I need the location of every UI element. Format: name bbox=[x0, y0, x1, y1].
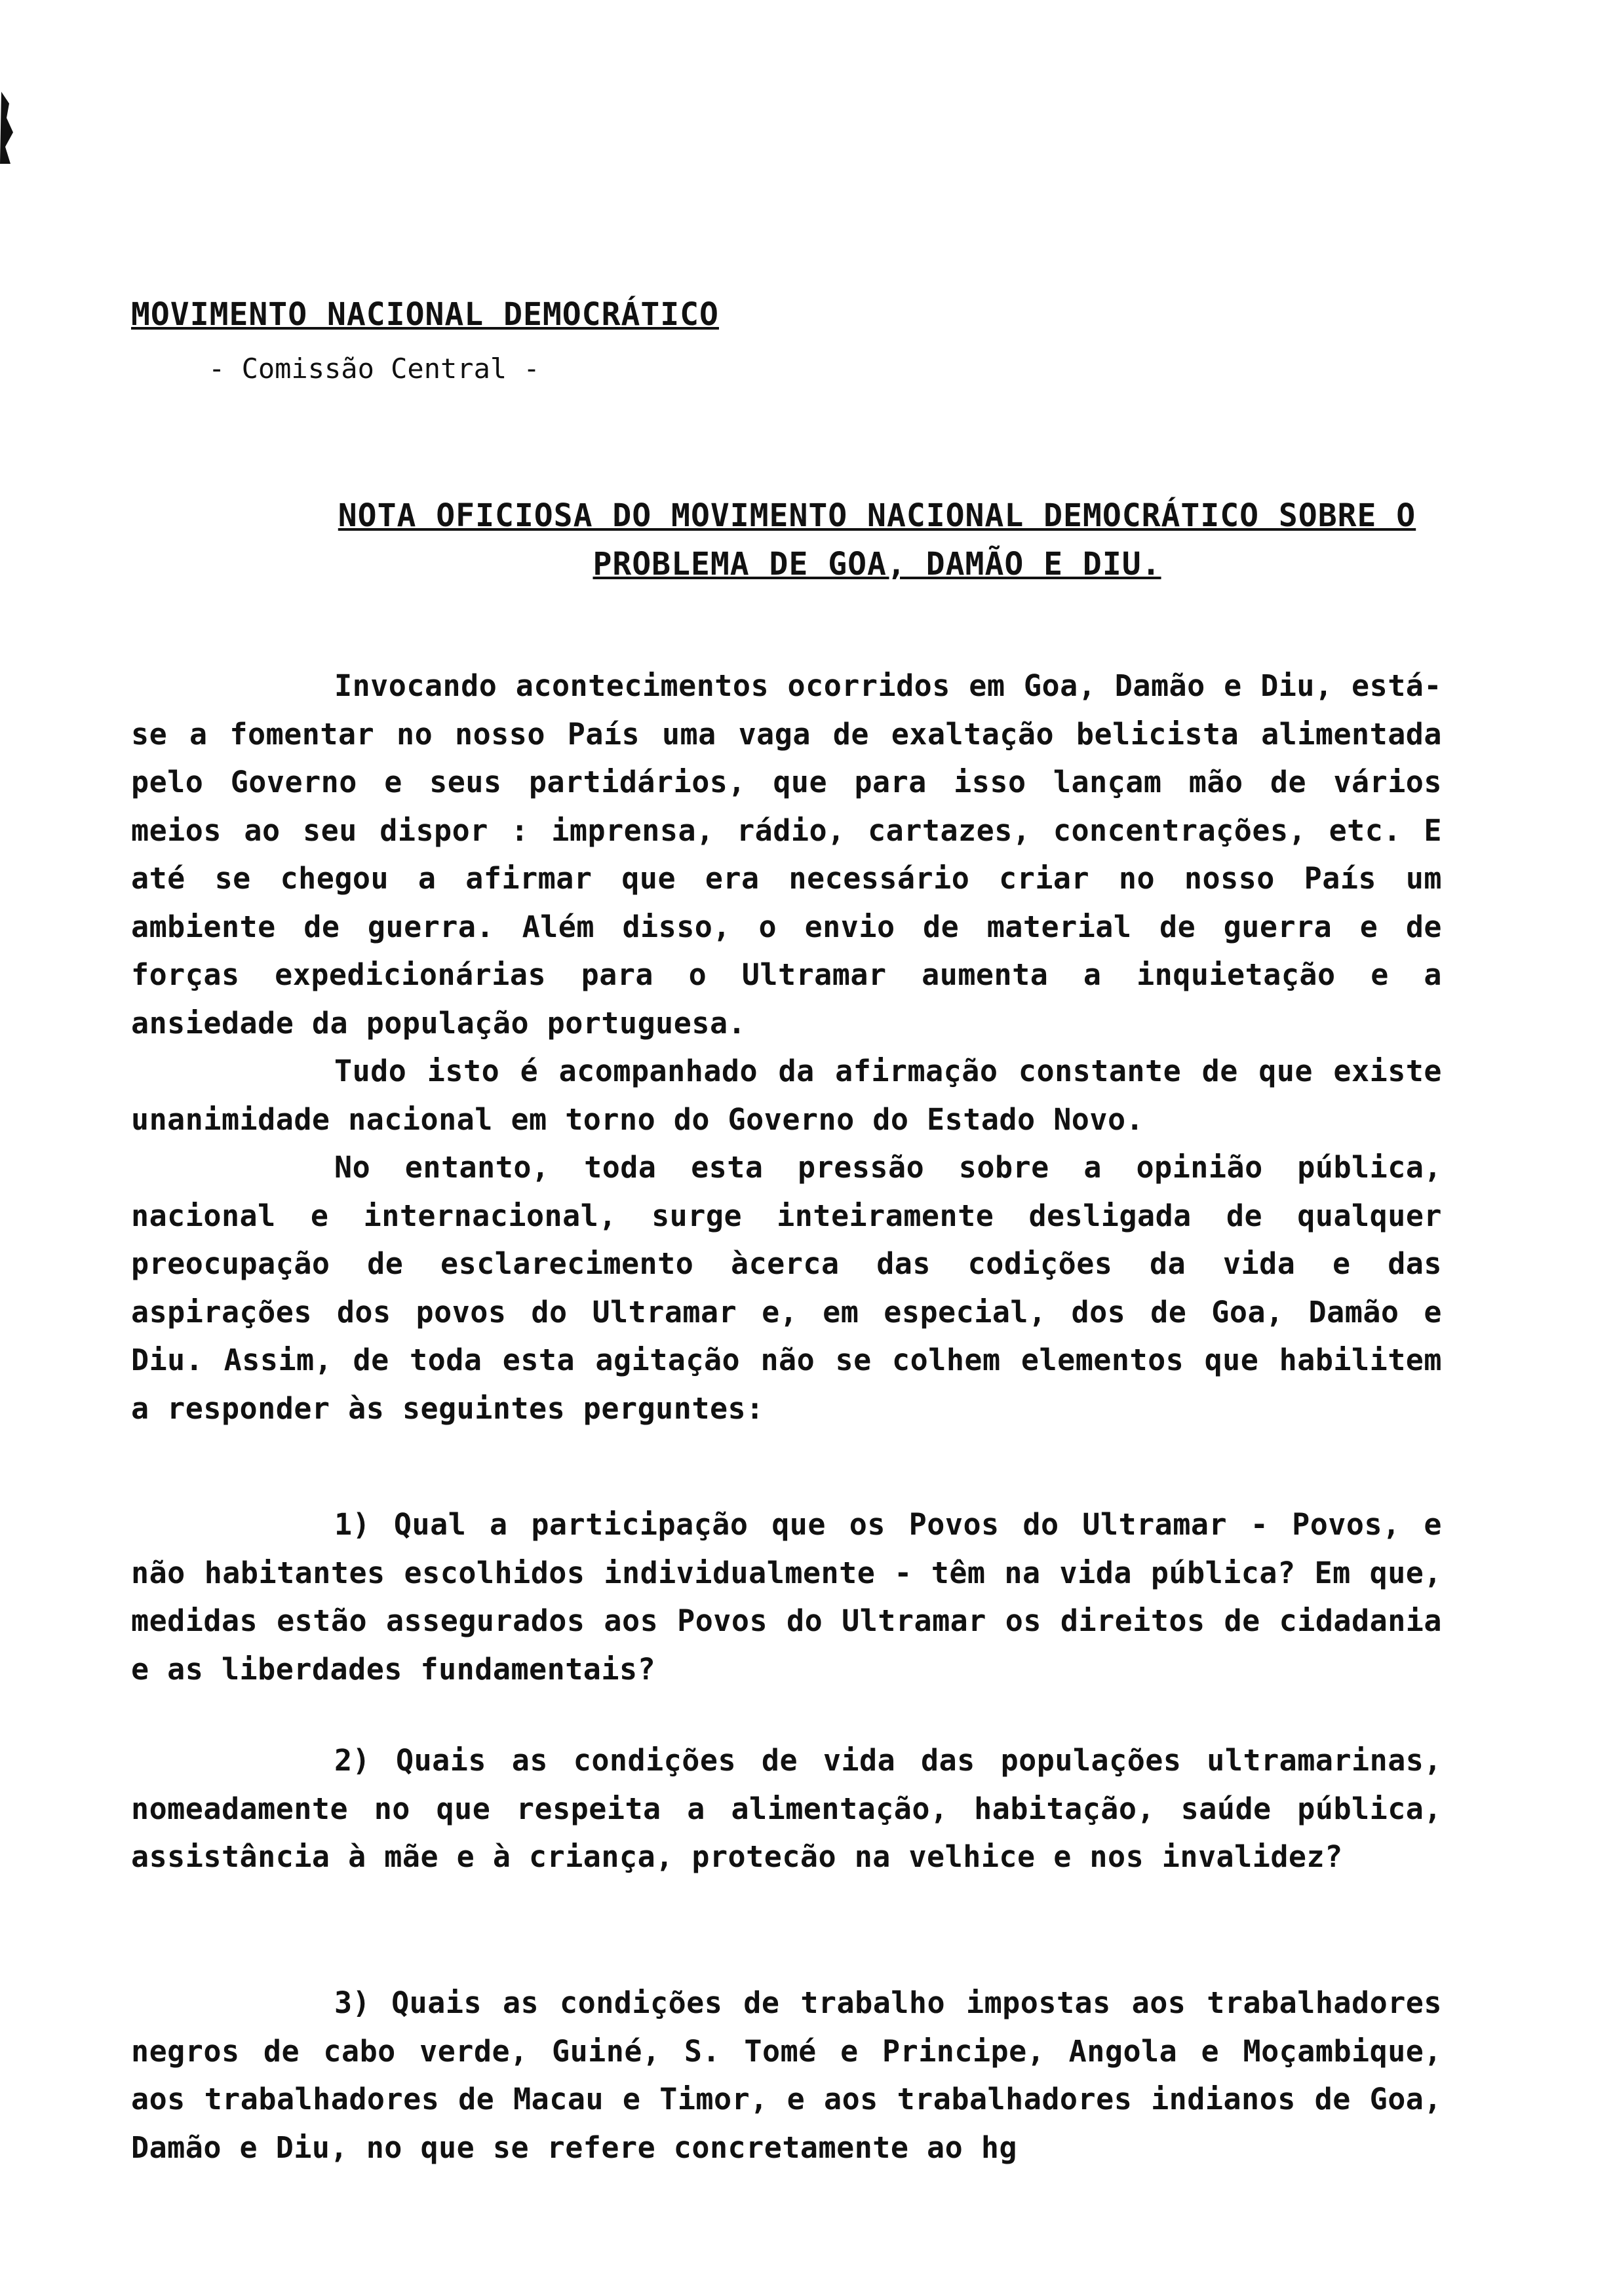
paragraph: Invocando acontecimentos ocorridos em Goa, Damão e Diu, está-se a fomentar no nosso País uma vaga de exaltação belicista alimentada pelo Governo e seus partidários, que para isso lançam mão de vários meios ao seu dispor : imprensa, rádio, cartazes, concentrações, etc. E até se chegou a afirmar que era necessário criar no nosso País um ambiente de guerra. Além disso, o envio de material de guerra e de forças expedicionárias para o Ultramar aumenta a inquietação e a ansiedade da população portuguesa. bbox=[131, 668, 1442, 1041]
paragraph: No entanto, toda esta pressão sobre a opinião pública, nacional e internacional, surge inteiramente desligada de qualquer preocupação de esclarecimento àcerca das codições da vida e das aspirações dos povos do Ultramar e, em especial, dos de Goa, Damão e Diu. Assim, de toda esta agitação não se colhem elementos que habilitem a responder às seguintes perguntes: bbox=[131, 1150, 1442, 1426]
question-1 bbox=[131, 1501, 1442, 1693]
question-text: 2) Quais as condições de vida das populações ultramarinas, nomeadamente no que respeita a alimentação, habitação, saúde pública, assistância à mãe e à criança, protecão na velhice e nos invalidez? bbox=[131, 1743, 1442, 1874]
document-title: NOTA OFICIOSA DO MOVIMENTO NACIONAL DEMOCRÁTICO SOBRE O PROBLEMA DE GOA, DAMÃO E DIU. bbox=[338, 497, 1416, 583]
question-2 bbox=[131, 1736, 1442, 1881]
paragraph: Tudo isto é acompanhado da afirmação constante de que existe unanimidade nacional em torno do Governo do Estado Novo. bbox=[131, 1054, 1442, 1137]
question-text: 1) Qual a participação que os Povos do Ultramar - Povos, e não habitantes escolhidos individualmente - têm na vida pública? Em que, medidas estão assegurados aos Povos do Ultramar os direitos de cidadania e as liberdades fundamentais? bbox=[131, 1507, 1442, 1687]
question-3 bbox=[131, 1979, 1442, 2172]
organization-subtitle: - Comissão Central - bbox=[208, 353, 540, 385]
scan-edge-mark bbox=[0, 92, 14, 164]
question-text: 3) Quais as condições de trabalho impostas aos trabalhadores negros de cabo verde, Guiné, S. Tomé e Principe, Angola e Moçambique, aos trabalhadores de Macau e Timor, e aos trabalhadores indianos de Goa, Damão e Diu, no que se refere concretamente ao hg bbox=[131, 1985, 1442, 2165]
organization-name: MOVIMENTO NACIONAL DEMOCRÁTICO bbox=[131, 296, 719, 333]
intro-section bbox=[131, 662, 1442, 1432]
